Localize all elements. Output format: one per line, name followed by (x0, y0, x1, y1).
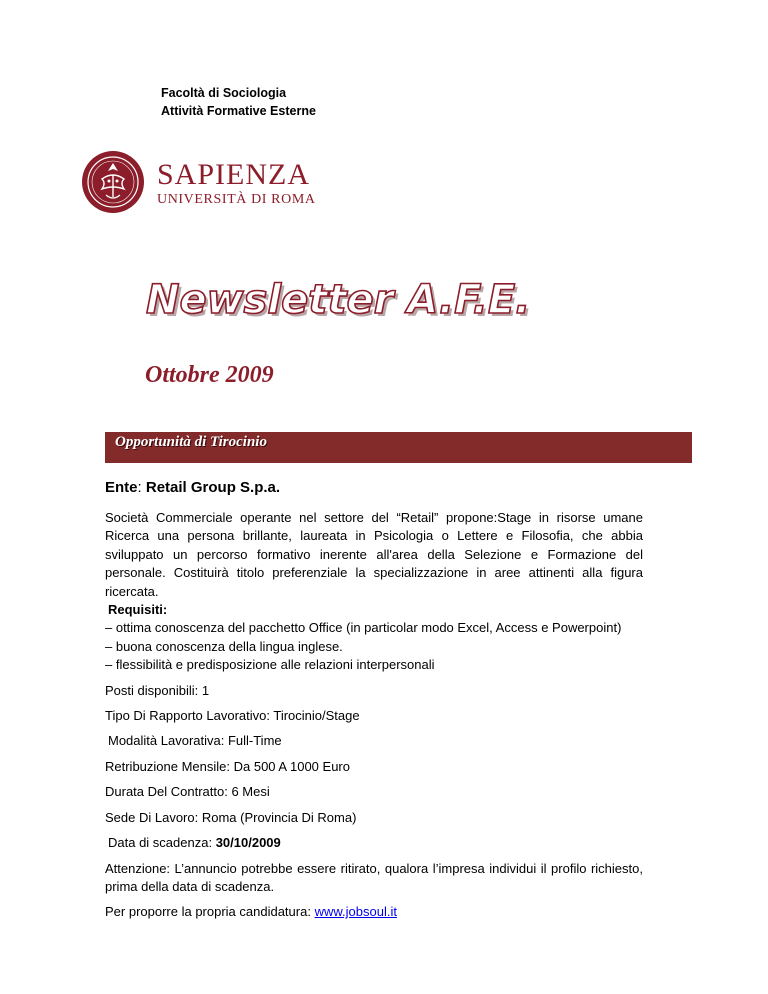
scadenza-label: Data di scadenza: (108, 835, 213, 851)
faculty-department: Attività Formative Esterne (161, 104, 316, 118)
jobsoul-link[interactable]: www.jobsoul.it (314, 904, 397, 920)
tipo-rapporto: Tipo Di Rapporto Lavorativo: Tirocinio/Stage (105, 708, 360, 724)
retribuzione-mensile: Retribuzione Mensile: Da 500 A 1000 Euro (105, 758, 350, 774)
requirement-item: – buona conoscenza della lingua inglese. (105, 638, 343, 654)
durata-contratto: Durata Del Contratto: 6 Mesi (105, 784, 270, 800)
ente-value: Retail Group S.p.a. (145, 479, 281, 496)
faculty-name: Facoltà di Sociologia (161, 86, 287, 100)
section-header-bar (105, 432, 692, 463)
ente-label: Ente (105, 479, 138, 496)
sede-lavoro: Sede Di Lavoro: Roma (Provincia Di Roma) (105, 809, 357, 825)
modalita-lavorativa: Modalità Lavorativa: Full-Time (108, 733, 282, 749)
newsletter-title: Newsletter A.F.E. (146, 277, 531, 323)
requirements-label: Requisiti: (108, 602, 168, 618)
candidatura (105, 903, 643, 921)
listing-description: Società Commerciale operante nel settore del “Retail” propone:Stage in risorse umane Ricerca una persona brillante, laureata in Psicologia o Lettere e Filosofia, che abbia sviluppato un percorso formativo inerente all'area della Selezione e Formazione del personale. Costituirà titolo preferenziale la specializzazione in aree attinenti alla figura ricercata. (105, 510, 643, 599)
faculty-header (161, 84, 316, 120)
listing-body (105, 509, 643, 922)
university-logo (157, 159, 316, 209)
scadenza-value: 30/10/2009 (215, 835, 281, 851)
newsletter-month: Ottobre 2009 (145, 362, 274, 388)
posti-disponibili: Posti disponibili: 1 (105, 682, 210, 698)
section-title: Opportunità di Tirocinio (115, 434, 267, 450)
data-scadenza (105, 834, 643, 852)
requirement-item: – ottima conoscenza del pacchetto Office (in particolar modo Excel, Access e Powerpoint) (105, 620, 622, 636)
requirement-item: – flessibilità e predisposizione alle relazioni interpersonali (105, 657, 435, 673)
ente-colon: : (137, 479, 146, 496)
candidatura-label: Per proporre la propria candidatura: (105, 904, 311, 920)
attenzione-note: Attenzione: L’annuncio potrebbe essere ritirato, qualora l’impresa individui il profilo richiesto, prima della data di scadenza. (105, 860, 643, 894)
university-subtitle: UNIVERSITÀ DI ROMA (157, 192, 316, 207)
sapienza-seal-icon (80, 149, 146, 215)
university-name: SAPIENZA (157, 158, 311, 191)
ente-heading (105, 479, 280, 496)
